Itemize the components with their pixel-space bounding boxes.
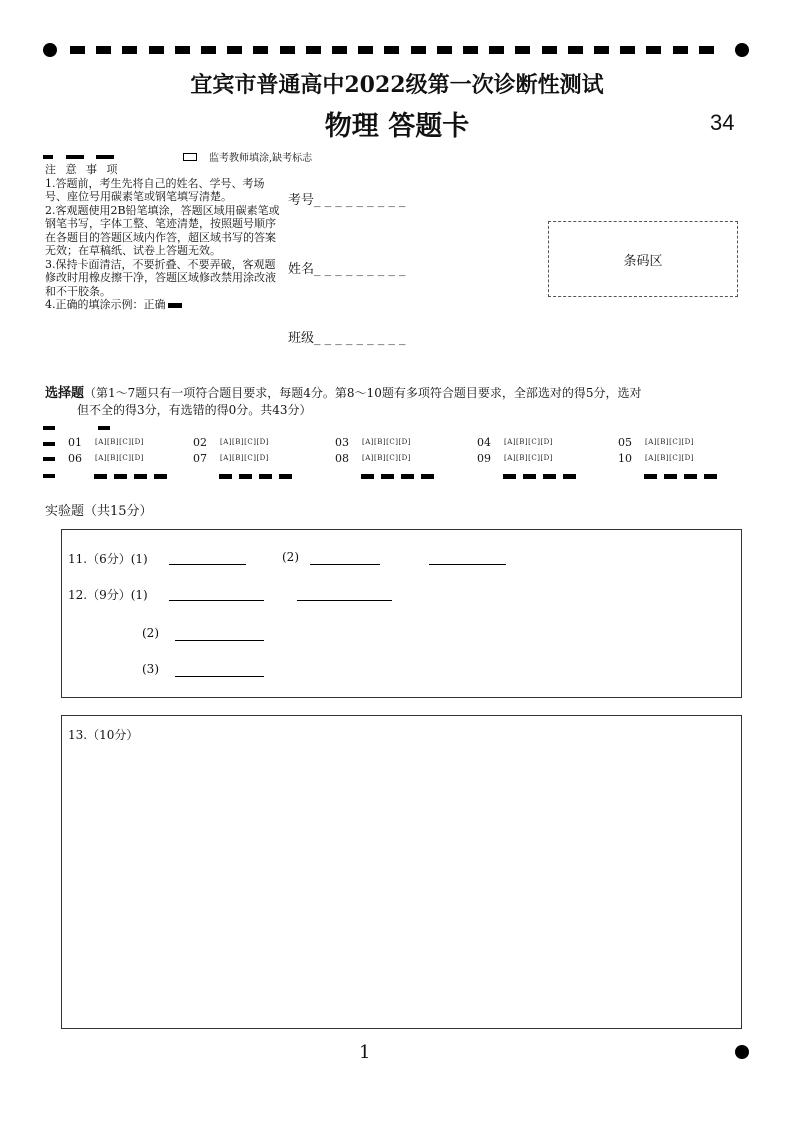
card-title: 物理 答题卡 — [324, 111, 470, 142]
q11-label: 11.（6分）(1) — [68, 552, 148, 566]
timing-dash — [96, 46, 111, 54]
timing-dot-bottom-right — [735, 1045, 749, 1059]
choice-question-number: 01 — [68, 436, 82, 449]
timing-dash — [253, 46, 268, 54]
timing-mark — [43, 155, 53, 159]
timing-mark — [279, 474, 292, 479]
q13-answer-box[interactable] — [61, 715, 742, 1029]
choice-question-number: 02 — [193, 436, 207, 449]
page-number: 1 — [359, 1042, 371, 1063]
timing-dash — [489, 46, 504, 54]
name-field[interactable]: 姓名_ _ _ _ _ _ _ _ _ — [288, 262, 406, 277]
notice-item: 3.保持卡面清洁，不要折叠、不要弄破，客观题修改时用橡皮擦干净，答题区域修改禁用涂改液和不干胶条。 — [45, 257, 276, 298]
timing-mark — [543, 474, 556, 479]
choice-answer-options[interactable]: [A][B][C][D] — [95, 454, 145, 462]
class-field[interactable]: 班级_ _ _ _ _ _ _ _ _ — [288, 331, 406, 346]
choice-answer-options[interactable]: [A][B][C][D] — [645, 454, 695, 462]
q12-answer-1b[interactable] — [297, 586, 392, 601]
timing-mark — [239, 474, 252, 479]
timing-dash — [594, 46, 609, 54]
timing-mark — [664, 474, 677, 479]
timing-mark — [134, 474, 147, 479]
timing-dot-top-right — [735, 43, 749, 57]
choice-answer-options[interactable]: [A][B][C][D] — [362, 454, 412, 462]
choice-section-header — [45, 382, 765, 401]
timing-dash — [175, 46, 190, 54]
timing-mark — [43, 457, 55, 461]
timing-dot-top-left — [43, 43, 57, 57]
timing-mark — [43, 474, 55, 478]
timing-dash — [201, 46, 216, 54]
q12-label: 12.（9分）(1) — [68, 588, 148, 602]
timing-mark — [94, 474, 107, 479]
timing-mark — [114, 474, 127, 479]
timing-mark — [503, 474, 516, 479]
notice-item-example-row — [45, 298, 280, 312]
timing-mark — [401, 474, 414, 479]
timing-mark — [43, 426, 55, 430]
choice-answer-options[interactable]: [A][B][C][D] — [220, 454, 270, 462]
timing-mark — [421, 474, 434, 479]
timing-mark — [361, 474, 374, 479]
q11-answer-1[interactable] — [169, 550, 246, 565]
choice-question-number: 04 — [477, 436, 491, 449]
timing-dash — [358, 46, 373, 54]
q12-part2-label: (2) — [142, 626, 159, 640]
choice-answer-options[interactable]: [A][B][C][D] — [504, 454, 554, 462]
absent-checkbox[interactable] — [183, 153, 197, 161]
exam-number-field[interactable]: 考号_ _ _ _ _ _ _ _ _ — [288, 193, 406, 208]
choice-answer-options[interactable]: [A][B][C][D] — [504, 438, 554, 446]
timing-mark — [43, 442, 55, 446]
choice-question-number: 07 — [193, 452, 207, 465]
timing-dash — [568, 46, 583, 54]
choice-answer-options[interactable]: [A][B][C][D] — [362, 438, 412, 446]
choice-desc-line1: （第1～7题只有一项符合题目要求，每题4分。第8～10题有多项符合题目要求，全部选对的得5分，选对 — [84, 386, 642, 400]
timing-mark — [96, 155, 114, 159]
choice-question-number: 06 — [68, 452, 82, 465]
notice-item: 2.客观题使用2B铅笔填涂，答题区域用碳素笔或钢笔书写，字体工整、笔迹清楚，按照题号顺序在各题目的答题区域内作答，超区域书写的答案无效；在草稿纸、试卷上答题无效。 — [45, 203, 280, 257]
notice-heading: 注 意 事 项 — [45, 163, 121, 176]
q12-answer-1a[interactable] — [169, 586, 264, 601]
timing-dash — [437, 46, 452, 54]
timing-dash — [384, 46, 399, 54]
q13-label: 13.（10分） — [68, 728, 139, 742]
timing-mark — [381, 474, 394, 479]
timing-dash — [620, 46, 635, 54]
timing-dash — [673, 46, 688, 54]
choice-question-number: 09 — [477, 452, 491, 465]
q12-part3-label: (3) — [142, 662, 159, 676]
choice-heading: 选择题 — [45, 386, 85, 401]
barcode-area — [548, 221, 738, 297]
filled-example-mark — [168, 303, 182, 308]
timing-mark — [98, 426, 110, 430]
timing-dash — [332, 46, 347, 54]
notice-block — [45, 163, 280, 312]
q12-answer-3[interactable] — [175, 662, 264, 677]
q11-answer-3[interactable] — [429, 550, 506, 565]
choice-desc-line2: 但不全的得3分，有选错的得0分。共43分） — [77, 403, 312, 417]
timing-dash — [227, 46, 242, 54]
timing-dash — [542, 46, 557, 54]
barcode-label: 条码区 — [623, 253, 663, 269]
timing-dash — [699, 46, 714, 54]
timing-mark — [154, 474, 167, 479]
q11-part2-label: (2) — [282, 550, 299, 564]
timing-dash — [280, 46, 295, 54]
notice-item: 4.正确的填涂示例：正确 — [45, 298, 166, 311]
choice-question-number: 10 — [618, 452, 632, 465]
timing-mark — [259, 474, 272, 479]
choice-answer-options[interactable]: [A][B][C][D] — [95, 438, 145, 446]
timing-dash — [411, 46, 426, 54]
q12-answer-2[interactable] — [175, 626, 264, 641]
experiment-heading: 实验题（共15分） — [45, 504, 153, 519]
choice-question-number: 08 — [335, 452, 349, 465]
q11-answer-2[interactable] — [310, 550, 380, 565]
absent-label: 监考教师填涂,缺考标志 — [209, 153, 313, 164]
choice-answer-options[interactable]: [A][B][C][D] — [220, 438, 270, 446]
timing-dash — [646, 46, 661, 54]
timing-mark — [219, 474, 232, 479]
page-code: 34 — [710, 110, 735, 135]
choice-question-number: 05 — [618, 436, 632, 449]
exam-title: 宜宾市普通高中2022级第一次诊断性测试 — [190, 72, 604, 98]
timing-dash — [515, 46, 530, 54]
choice-question-number: 03 — [335, 436, 349, 449]
timing-mark — [684, 474, 697, 479]
timing-mark — [704, 474, 717, 479]
experiment-answer-box — [61, 529, 742, 698]
timing-dash — [122, 46, 137, 54]
timing-mark — [563, 474, 576, 479]
timing-dash — [463, 46, 478, 54]
timing-dash — [70, 46, 85, 54]
timing-mark — [66, 155, 84, 159]
timing-dash — [149, 46, 164, 54]
notice-item: 1.答题前，考生先将自己的姓名、学号、考场号、座位号用碳素笔或钢笔填写清楚。 — [45, 176, 265, 203]
timing-mark — [523, 474, 536, 479]
choice-answer-options[interactable]: [A][B][C][D] — [645, 438, 695, 446]
timing-dash — [306, 46, 321, 54]
timing-mark — [644, 474, 657, 479]
